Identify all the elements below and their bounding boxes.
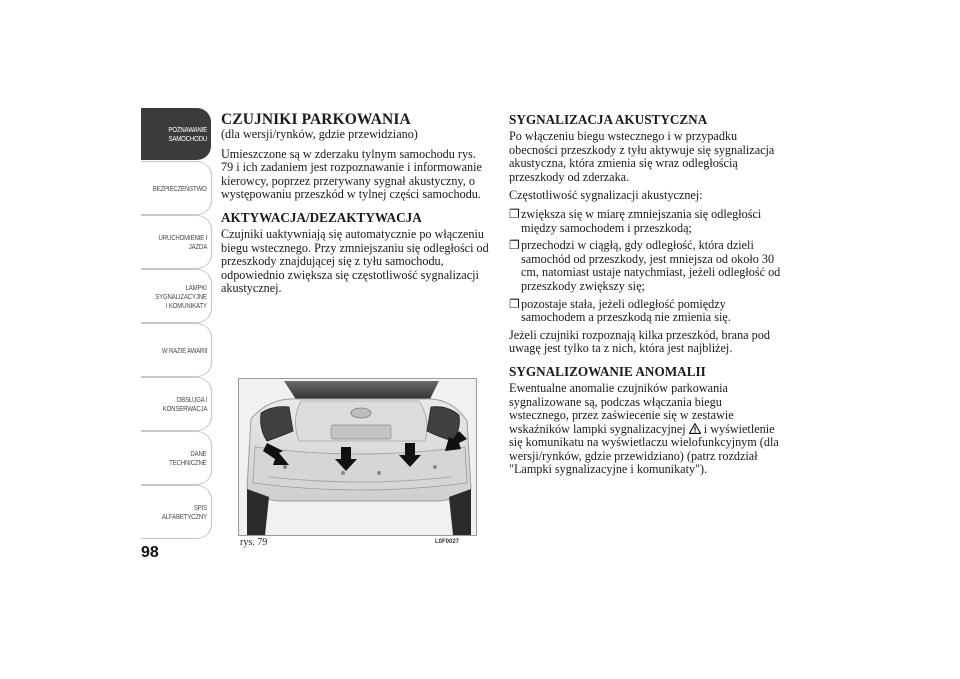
- tab-label: URUCHOMIENIE I JAZDA: [158, 233, 207, 251]
- acoustic-heading: SYGNALIZACJA AKUSTYCZNA: [509, 112, 708, 127]
- checkbox-bullet-icon: ❐: [509, 206, 520, 221]
- title-subtitle: (dla wersji/rynków, gdzie przewidziano): [221, 127, 418, 141]
- list-item: ❐ pozostaje stała, jeżeli odległość pomiędzy samochodem a przeszkodą nie zmienia się.: [509, 296, 731, 325]
- tab-poznawanie-samochodu[interactable]: [141, 108, 211, 160]
- tab-spis-alfabetyczny[interactable]: [141, 486, 211, 538]
- checkbox-bullet-icon: ❐: [509, 238, 520, 253]
- car-rear-illustration: [239, 379, 476, 535]
- frequency-list: [509, 208, 784, 325]
- tab-label: W RAZIE AWARII: [161, 345, 207, 355]
- activation-paragraph: Czujniki uaktywniają się automatycznie po włączeniu biegu wstecznego. Przy zmniejszaniu się odległości od przeszkody znajdującej się z tyłu samochodu, odpowiednio zwiększa się częstotliwość sygnalizacji akustycznej.: [221, 226, 489, 296]
- frequency-intro: Częstotliwość sygnalizacji akustycznej:: [509, 188, 703, 203]
- tab-lampki-sygnalizacyjne[interactable]: [141, 270, 211, 322]
- page-number: 98: [141, 544, 159, 561]
- anomaly-paragraph: Ewentualne anomalie czujników parkowania sygnalizowane są, podczas włączania biegu wstecznego, przez zaświecenie się w zestawie wskaźników lampki sygnalizacyjnej i wyświetlenie się komunikatu na wyświetlaczu wielofunkcyjnym (dla wersji/rynków, gdzie przewidziano) (patrz rozdział "Lampki sygnalizacyjne i komunikaty").: [509, 380, 779, 477]
- acoustic-paragraph: Po włączeniu biegu wstecznego i w przypadku obecności przeszkody z tyłu aktywuje się sygnalizacja akustyczna, która zmienia się wraz odległością przeszkody od zderzaka.: [509, 129, 775, 184]
- right-column: [509, 112, 784, 482]
- activation-heading: AKTYWACJA/DEZAKTYWACJA: [221, 209, 422, 225]
- intro-paragraph: Umieszczone są w zderzaku tylnym samochodu rys. 79 i ich zadaniem jest rozpoznawanie i informowanie kierowcy, poprzez przerywany sygnał akustyczny, o występowaniu przeszkód w tylnej części samochodu.: [221, 146, 482, 202]
- tab-dane-techniczne[interactable]: [141, 432, 211, 484]
- tab-obsluga-i-konserwacja[interactable]: [141, 378, 211, 430]
- tab-w-razie-awarii[interactable]: [141, 324, 211, 376]
- tab-label: OBSŁUGA I KONSERWACJA: [162, 395, 207, 413]
- tab-label: BEZPIECZEŃSTWO: [152, 183, 207, 193]
- figure-caption: rys. 79: [240, 537, 268, 548]
- left-column: [221, 112, 489, 301]
- tab-bezpieczenstwo[interactable]: [141, 162, 211, 214]
- warning-triangle-icon: [689, 423, 701, 434]
- tab-label: POZNAWANIE SAMOCHODU: [168, 125, 207, 143]
- tab-label: DANE TECHNICZNE: [169, 449, 207, 467]
- tab-uruchomienie-i-jazda[interactable]: [141, 216, 211, 268]
- list-item: ❐ zwiększa się w miarę zmniejszania się odległości między samochodem i przeszkodą;: [509, 206, 762, 235]
- page-title: CZUJNIKI PARKOWANIA: [221, 111, 411, 128]
- checkbox-bullet-icon: ❐: [509, 296, 520, 311]
- figure-code: L0F0027: [435, 539, 460, 545]
- tab-label: LAMPKI SYGNALIZACYJNE I KOMUNIKATY: [155, 282, 207, 310]
- anomaly-heading: SYGNALIZOWANIE ANOMALII: [509, 363, 706, 379]
- list-item: ❐ przechodzi w ciągłą, gdy odległość, która dzieli samochód od przeszkody, jest mniejsza od około 30 cm, natomiast ustaje natychmiast, jeżeli odległość od przeszkody zwiększy się;: [509, 238, 781, 293]
- tab-label: SPIS ALFABETYCZNY: [161, 503, 207, 521]
- rear-bumper-figure: [238, 378, 477, 536]
- multi-obstacle-paragraph: Jeżeli czujniki rozpoznają kilka przeszkód, brana pod uwagę jest tylko ta z nich, która jest najbliżej.: [509, 327, 770, 356]
